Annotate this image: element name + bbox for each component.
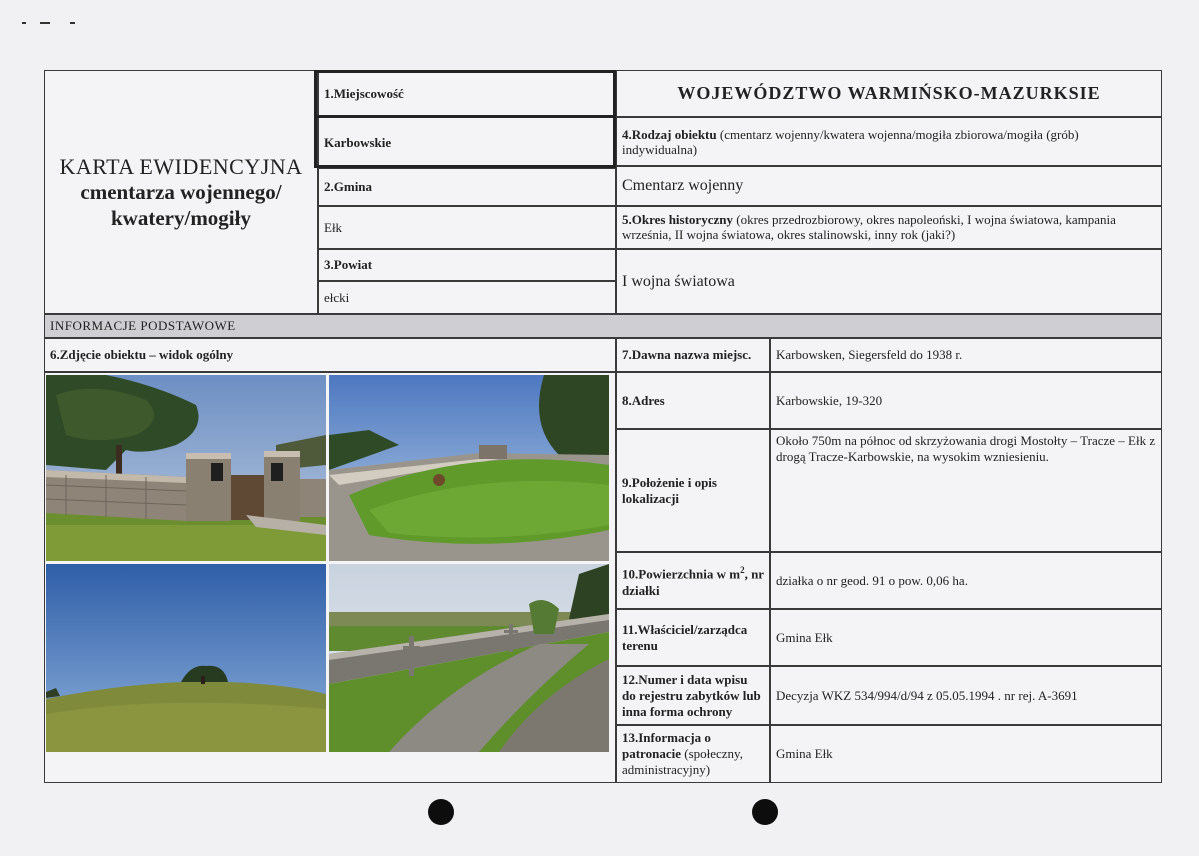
adres-label: 8.Adres	[616, 372, 770, 429]
cemetery-interior-photo	[329, 375, 609, 561]
miejscowosc-highlight	[314, 70, 616, 168]
hill-photo	[46, 564, 326, 752]
rodzaj-obiektu-label	[616, 117, 1162, 166]
powiat-label: 3.Powiat	[318, 249, 616, 281]
adres-value: Karbowskie, 19-320	[770, 372, 1162, 429]
region-title: WOJEWÓDZTWO WARMIŃSKO-MAZURKSIE	[677, 83, 1101, 103]
powierzchnia-label-text: 10.Powierzchnia w m	[622, 566, 741, 582]
patronat-label	[616, 725, 770, 783]
rejestr-value: Decyzja WKZ 534/994/d/94 z 05.05.1994 . nr rej. A-3691	[770, 666, 1162, 725]
form-subtitle: cmentarza wojennego/	[80, 179, 282, 204]
patronat-label-text: 13.Informacja o patronacie	[622, 730, 711, 761]
miejscowosc-value: Karbowskie	[318, 117, 616, 168]
wlasciciel-label: 11.Właściciel/zarządca terenu	[616, 609, 770, 666]
polozenie-label: 9.Położenie i opis lokalizacji	[616, 429, 770, 552]
powierzchnia-value: działka o nr geod. 91 o pow. 0,06 ha.	[770, 552, 1162, 609]
rodzaj-hint: (cmentarz wojenny/kwatera wojenna/mogiła zbiorowa/mogiła (grób) indywidualna)	[622, 127, 1079, 157]
polozenie-value: Około 750m na północ od skrzyżowania drogi Mostołty – Tracze – Ełk z drogą Tracze-Karbowskie, na wysokim wzniesieniu.	[770, 429, 1162, 552]
binder-hole	[428, 799, 454, 825]
title-block	[44, 70, 318, 314]
patronat-hint: (społeczny, administracyjny)	[622, 746, 743, 777]
powierzchnia-label-sup: 2	[740, 565, 745, 576]
cemetery-gate-photo	[46, 375, 326, 561]
scan-mark	[40, 22, 50, 24]
okres-value: I wojna światowa	[622, 272, 735, 290]
powiat-value: ełcki	[318, 281, 616, 314]
rejestr-label: 12.Numer i data wpisu do rejestru zabytków lub inna forma ochrony	[616, 666, 770, 725]
section-header: INFORMACJE PODSTAWOWE	[44, 314, 1162, 338]
photo-label: 6.Zdjęcie obiektu – widok ogólny	[44, 338, 616, 372]
dawna-nazwa-value: Karbowsken, Siegersfeld do 1938 r.	[770, 338, 1162, 372]
miejscowosc-divider	[314, 115, 616, 118]
okres-historyczny-value	[616, 249, 1162, 314]
powierzchnia-label-text2: , nr działki	[622, 566, 764, 598]
gmina-label: 2.Gmina	[318, 168, 616, 206]
okres-label: 5.Okres historyczny	[622, 212, 733, 227]
patronat-value: Gmina Ełk	[770, 725, 1162, 783]
rodzaj-label: 4.Rodzaj obiektu	[622, 127, 717, 142]
wlasciciel-value: Gmina Ełk	[770, 609, 1162, 666]
form-title: KARTA EWIDENCYJNA	[59, 153, 303, 179]
miejscowosc-label: 1.Miejscowość	[318, 70, 616, 117]
powierzchnia-label	[616, 552, 770, 609]
rodzaj-obiektu-value	[616, 166, 1162, 206]
gmina-value: Ełk	[318, 206, 616, 249]
okres-historyczny-label	[616, 206, 1162, 249]
form-subtitle: kwatery/mogiły	[111, 205, 251, 230]
wall-crosses-photo	[329, 564, 609, 752]
region-header	[616, 70, 1162, 117]
okres-hint: (okres przedrozbiorowy, okres napoleoński, I wojna światowa, kampania września, II wojna światowa, okres stalinowski, inny rok (jaki?)	[622, 212, 1116, 242]
scan-mark	[70, 22, 75, 24]
scan-mark	[22, 22, 26, 24]
binder-hole	[752, 799, 778, 825]
rodzaj-value: Cmentarz wojenny	[622, 177, 744, 194]
dawna-nazwa-label: 7.Dawna nazwa miejsc.	[616, 338, 770, 372]
